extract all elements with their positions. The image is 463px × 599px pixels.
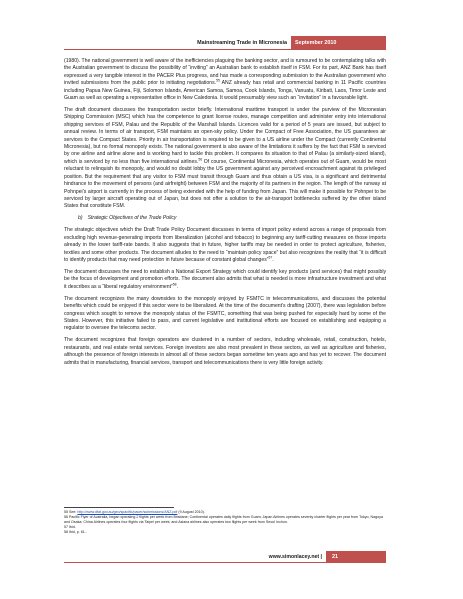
footnote-ref[interactable]: 55 — [216, 78, 220, 83]
paragraph: The document discusses the need to establish a National Export Strategy which could identify key products (and services) that might possibly be the focus of development and promotion efforts. The document also admits that what is needed is more infrastructure investment and what it describes as a “liberal regulatory environment”$^{58}$. — [64, 268, 386, 290]
paragraph: The document recognizes the many downsides to the monopoly enjoyed by FSMTC in telecommunications, and discusses the potential benefits which could be enjoyed if this sector were to be liberalized. At the time of the document’s drafting (2007), there was legislation before congress which sought to remove the monopoly status of the FSMTC, something that was being pushed for especially hard by some of the States. However, this initiative failed to pass, and current legislative and institutional efforts are focused on establishing and equipping a regulator to oversee the telecoms sector. — [64, 295, 386, 332]
footnote: 56 Pacific Flyer of Australia, began operating 2 flights per week from Brisbane; Continental operates daily flights from Guam; Japan Airlines operates seventy charter flights per year from Tokyo, Nagoya and Osaka; China Airlines operates four flights via Taipei per week; and Asiana airlines also operates two flights per week from Seoul Inchon. — [64, 515, 383, 525]
paragraph: The strategic objectives which the Draft Trade Policy Document discusses in terms of import policy extend across a range of proposals from excluding high revenue-generating imports from liberalization (alcohol and tobacco) to beginning any tariff-cutting measures on those imports already in the lower tariff-rate bands. It also suggests that in future, higher tariffs may be needed in order to protect agriculture, fisheries, textiles and some other products. The document alludes to the need to “maintain policy space” but also recognizes the reality that “it is difficult to identify products that may need protection in future because of constant global changes”$^{57}$. — [64, 227, 386, 263]
paragraph: The draft document discusses the transportation sector briefly. International maritime transport is under the purview of the Micronesian Shipping Commission (MSC) which has the competence to grant license routes, manage competition and administer entry into international shipping services of FSM, Palau and the Republic of the Marshall Islands. Licences valid for a period of 5 years are issued, but subject to annual review. In terms of air transport, FSM maintains an open-sky policy. Under the Compact of Free Association, the US guarantees air services to the Compact States. Priority in air transportation is required to be given to a US airline under the Compact (currently Continental Micronesia), but no formal monopoly exists. The national government is also aware of the limitations it suffers by the fact that FSM is serviced by one airline and airline alone and is working hard to tackle this problem. It compares its situation to that of Palau (a similarly-sized island), which is serviced by no less than five international airlines.$^{56}$ Of course, Continental Micronesia, which operates out of Guam, would be most reluctant to relinquish its monopoly, and would no doubt lobby the US government against any perceived encroachment against its privileged position. But the requirement that any visitor to FSM must transit through Guam and thus obtain a US visa, is a significant and detrimental hindrance to the movement of persons (and airfreight) between FSM and the majority of its partners in the region. The length of the runway at Pohnpei’s airport is currently in the process of being extended with the help of funding from Japan. This will make it possible for Pohnpei to be serviced by larger aircraft operating out of Japan, but does not offer a solution to the air-transport bottlenecks suffered by the other island States that constitute FSM. — [64, 107, 386, 210]
page-header — [64, 36, 386, 50]
page-number: 21 — [326, 551, 386, 563]
header-date: September 2010 — [291, 36, 386, 50]
footnote-divider — [64, 507, 174, 508]
running-title: Mainstreaming Trade in Micronesia — [64, 36, 291, 50]
main-text — [64, 58, 386, 372]
footnote-ref[interactable]: 57 — [268, 255, 273, 260]
page-footer — [64, 551, 386, 563]
footnote-ref[interactable]: 58 — [172, 282, 177, 287]
footer-website: www.simonlacey.net | — [64, 551, 326, 563]
footnote: 55 See: http://www.dfat.gov.au/geo/spacific/pacer/submissions/ANZ.pdf (9 August 2010). — [64, 510, 205, 514]
section-heading: b) Strategic Objectives of the Trade Policy — [78, 215, 177, 222]
footnote-ref[interactable]: 56 — [198, 157, 203, 162]
paragraph: (1980). The national government is well aware of the inefficiencies plaguing the banking sector, and is rumoured to be contemplating talks with the Australian government to discuss the possibility of “inviting” an Australian bank to establish itself in FSM. For its part, ANZ Bank has itself expressed a very tangible interest in the PACER Plus progress, and has made a corresponding submission to the Australian government who invited submissions from the public prior to initiating negotiations.$^{55}$ ANZ already has retail and commercial banking in 11 Pacific countries including Papua New Guinea, Fiji, Solomon Islands, American Samoa, Samoa, Cook Islands, Tonga, Vanuatu, Kiribati, Laos, Timor Leste and Guam as well as operating a representative office in New Caledonia. It would presumably view such an “invitation” in a favourable light. — [64, 58, 386, 102]
footnote-link[interactable]: http://www.dfat.gov.au/geo/spacific/pacer/submissions/ANZ.pdf — [77, 510, 178, 514]
footnote: 58 Ibid, p. 61.. — [64, 530, 87, 535]
paragraph: The document recognizes that foreign operators are clustered in a number of sectors, including wholesale, retail, construction, hotels, restaurants, and real estate rental services. Foreign investors are also most prevalent in these sectors, as well as agriculture and fisheries, although the presence of foreign interests in almost all of these sectors began sometime ten years ago and has yet to recover. The document admits that in manufacturing, financial services, transport and telecommunications there is very little foreign activity. — [64, 337, 386, 366]
footnote: 57 Ibid. — [64, 525, 76, 530]
footnotes — [64, 510, 386, 535]
